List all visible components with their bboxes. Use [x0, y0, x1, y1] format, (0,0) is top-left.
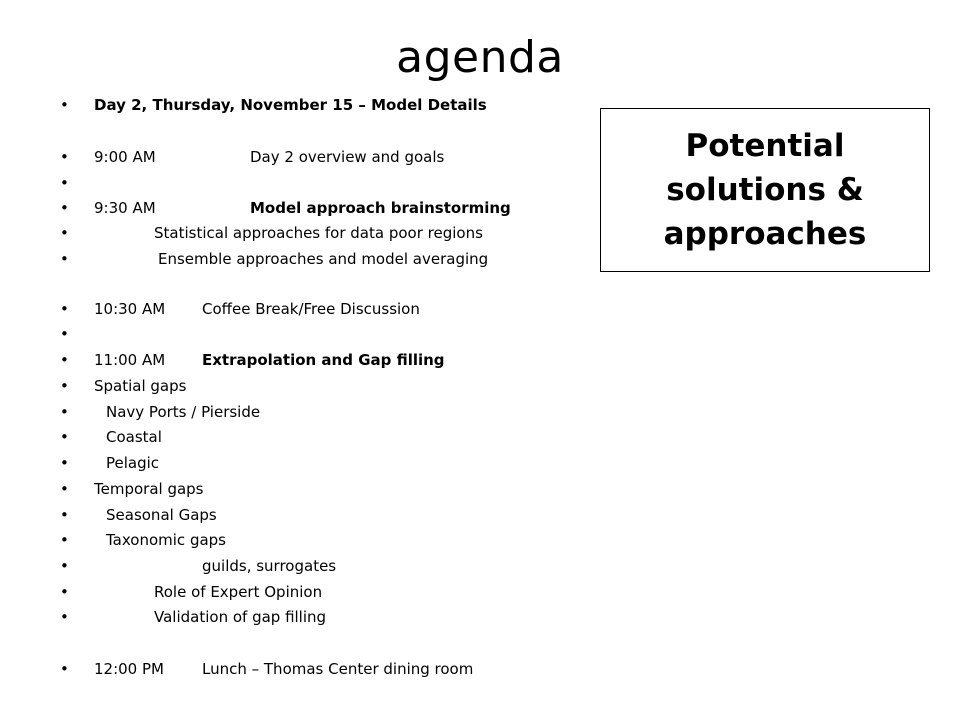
item-desc: Coffee Break/Free Discussion [202, 300, 420, 318]
bullet-icon: • [60, 608, 69, 626]
bullet-icon: • [60, 96, 69, 114]
item-time: 9:30 AM [94, 199, 156, 217]
item-desc: Day 2 overview and goals [250, 148, 445, 166]
item-text: Temporal gaps [94, 480, 204, 498]
item-time: 12:00 PM [94, 660, 164, 678]
bullet-icon: • [60, 351, 69, 369]
item-time: 11:00 AM [94, 351, 166, 369]
callout-text: Potential solutions & approaches [663, 128, 867, 252]
item-text: Spatial gaps [94, 377, 187, 395]
item-time: 10:30 AM [94, 300, 166, 318]
item-desc: Extrapolation and Gap filling [202, 351, 445, 369]
day-heading: Day 2, Thursday, November 15 – Model Details [94, 96, 487, 114]
bullet-icon: • [60, 174, 69, 192]
bullet-icon: • [60, 403, 69, 421]
slide-title: agenda [396, 32, 564, 83]
bullet-icon: • [60, 300, 69, 318]
item-text: Coastal [106, 428, 162, 446]
bullet-icon: • [60, 224, 69, 242]
bullet-icon: • [60, 531, 69, 549]
item-text: Validation of gap filling [154, 608, 327, 626]
bullet-icon: • [60, 506, 69, 524]
item-text: Ensemble approaches and model averaging [158, 250, 489, 268]
item-text: guilds, surrogates [202, 557, 337, 575]
bullet-icon: • [60, 325, 69, 343]
bullet-icon: • [60, 250, 69, 268]
bullet-icon: • [60, 377, 69, 395]
bullet-icon: • [60, 454, 69, 472]
item-time: 9:00 AM [94, 148, 156, 166]
bullet-icon: • [60, 583, 69, 601]
item-text: Role of Expert Opinion [154, 583, 323, 601]
bullet-icon: • [60, 428, 69, 446]
item-text: Navy Ports / Pierside [106, 403, 261, 421]
callout-box [600, 108, 930, 272]
item-text: Pelagic [106, 454, 160, 472]
bullet-icon: • [60, 660, 69, 678]
item-desc: Lunch – Thomas Center dining room [202, 660, 474, 678]
bullet-icon: • [60, 557, 69, 575]
item-text: Taxonomic gaps [106, 531, 226, 549]
item-desc: Model approach brainstorming [250, 199, 511, 217]
bullet-icon: • [60, 148, 69, 166]
item-text: Seasonal Gaps [106, 506, 217, 524]
item-text: Statistical approaches for data poor regions [154, 224, 483, 242]
bullet-icon: • [60, 199, 69, 217]
bullet-icon: • [60, 480, 69, 498]
